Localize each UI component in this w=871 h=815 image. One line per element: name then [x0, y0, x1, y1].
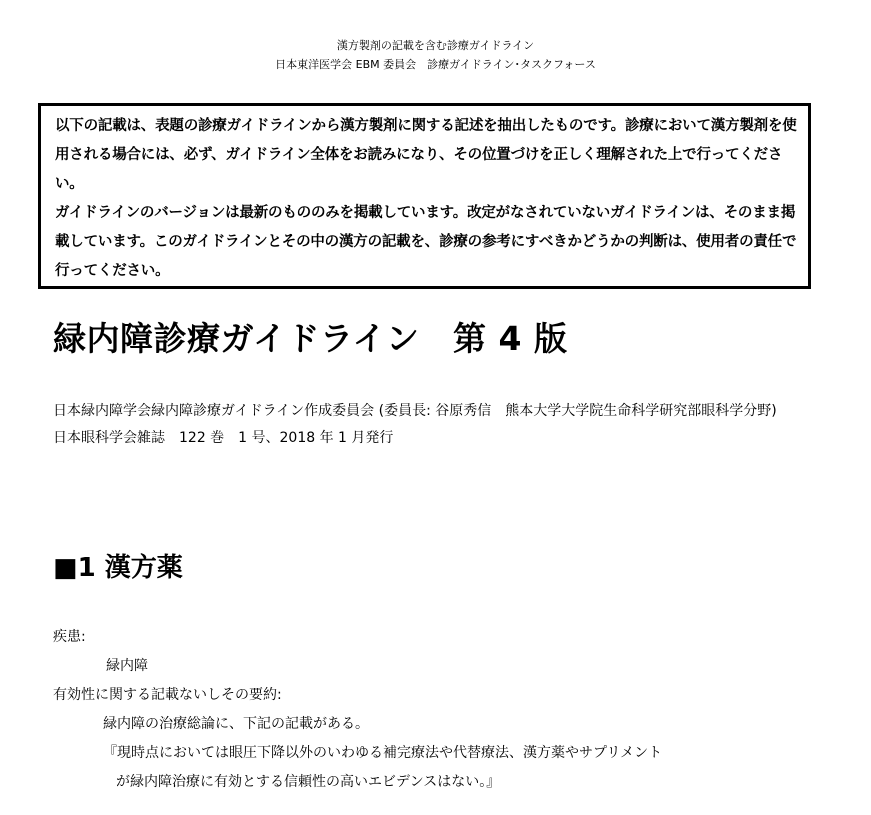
section-heading: ■1 漢方薬 — [53, 553, 183, 583]
efficacy-quote-line-1: 『現時点においては眼圧下降以外のいわゆる補完療法や代替療法、漢方薬やサプリメント — [103, 745, 663, 761]
section-body — [53, 623, 843, 797]
guideline-authors-block — [53, 398, 823, 452]
disclaimer-paragraph-2: ガイドラインのバージョンは最新のもののみを掲載しています。改定がなされていないガイドラインは、そのまま掲載しています。このガイドラインとその中の漢方の記載を、診療の参考にすべきかどうかの判断は、使用者の責任で行ってください。 — [55, 205, 797, 279]
authors-line: 日本緑内障学会緑内障診療ガイドライン作成委員会 (委員長: 谷原秀信 熊本大学大学院生命科学研究部眼科学分野) — [53, 403, 777, 419]
disease-value: 緑内障 — [106, 658, 148, 674]
disease-label: 疾患: — [53, 629, 86, 645]
efficacy-label: 有効性に関する記載ないしその要約: — [53, 687, 282, 703]
disclaimer-paragraph-1: 以下の記載は、表題の診療ガイドラインから漢方製剤に関する記述を抽出したものです。診療において漢方製剤を使用される場合には、必ず、ガイドライン全体をお読みになり、その位置づけを正しく理解された上で行ってください。 — [55, 118, 797, 192]
document-header — [0, 36, 871, 74]
disclaimer-box — [38, 103, 811, 289]
publication-line: 日本眼科学会雑誌 122 巻 1 号、2018 年 1 月発行 — [53, 430, 394, 446]
guideline-title: 緑内障診療ガイドライン 第 4 版 — [53, 319, 568, 358]
header-line-2: 日本東洋医学会 EBM 委員会 診療ガイドライン･タスクフォース — [275, 58, 596, 71]
efficacy-intro: 緑内障の治療総論に、下記の記載がある。 — [103, 716, 369, 732]
header-line-1: 漢方製剤の記載を含む診療ガイドライン — [336, 39, 535, 52]
efficacy-quote-line-2: が緑内障治療に有効とする信頼性の高いエビデンスはない。』 — [116, 774, 501, 790]
